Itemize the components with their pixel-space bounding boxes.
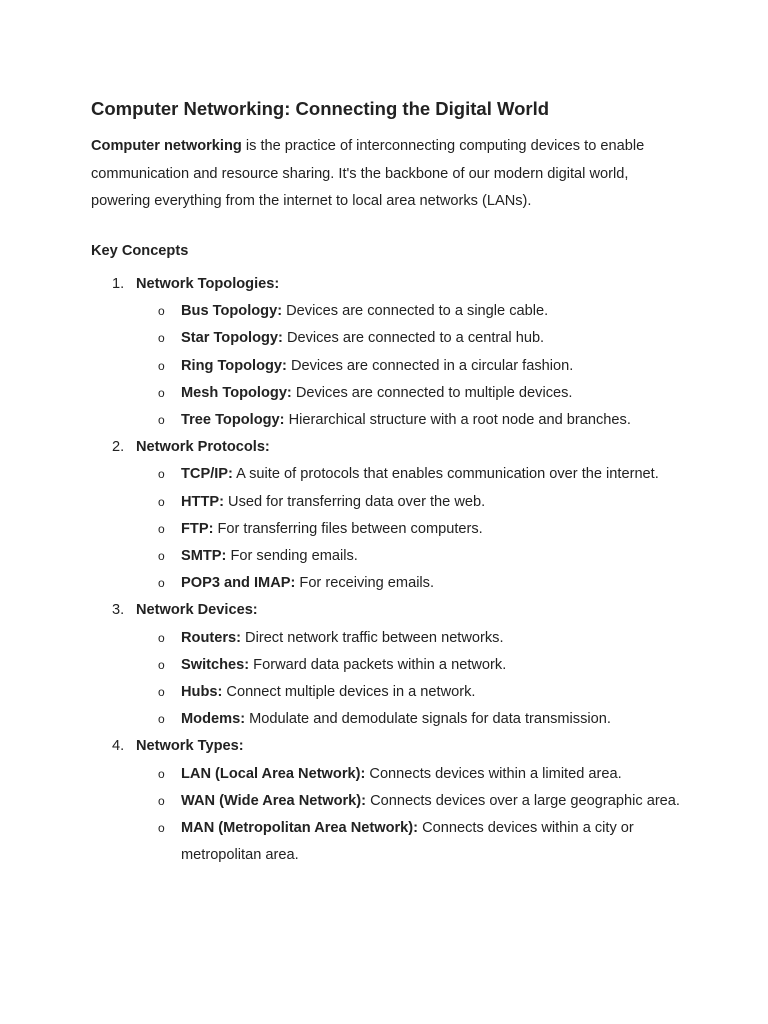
list-item-term: Star Topology: [181,330,283,347]
key-concepts-list [91,271,711,869]
section-heading-key-concepts: Key Concepts [91,243,189,259]
hollow-bullet-icon: o [158,413,165,428]
list-item-term: POP3 and IMAP: [181,575,296,592]
list-item-term: SMTP: [181,548,227,565]
list-item-description: Modulate and demodulate signals for data transmission. [245,711,611,728]
list-item-term: Tree Topology: [181,412,285,429]
list-item-term: FTP: [181,520,214,537]
concept-subitems-list [136,761,711,870]
list-item-term: MAN (Metropolitan Area Network): [181,820,419,837]
hollow-bullet-icon: o [158,549,165,564]
intro-paragraph [91,133,691,216]
list-item-term: WAN (Wide Area Network): [181,792,367,809]
hollow-bullet-icon: o [158,821,165,836]
list-item-term: Switches: [181,656,250,673]
concept-number: 1. [112,276,125,292]
list-item [136,652,681,679]
concept-title: Network Protocols: [136,439,270,456]
hollow-bullet-icon: o [158,358,165,373]
list-item [136,516,681,543]
list-item [136,380,681,407]
concept-title: Network Devices: [136,602,258,619]
concept-number: 3. [112,602,125,619]
list-item-description: Used for transferring data over the web. [223,493,486,510]
list-item-description: Devices are connected to a single cable. [282,303,549,320]
concept-subitems-list [136,625,711,734]
list-item-term: HTTP: [181,493,224,510]
list-item [136,679,681,706]
hollow-bullet-icon: o [158,494,165,509]
list-item-description: Hierarchical structure with a root node and branches. [284,412,631,429]
concept-subitems-list [136,461,711,597]
intro-lead-term: Computer networking [91,138,242,154]
list-item [136,353,681,380]
list-item-term: Mesh Topology: [181,384,292,401]
hollow-bullet-icon: o [158,304,165,319]
list-item [136,298,681,325]
list-item-description: For sending emails. [226,548,358,565]
hollow-bullet-icon: o [158,793,165,808]
list-item-term: Ring Topology: [181,357,287,374]
hollow-bullet-icon: o [158,630,165,645]
hollow-bullet-icon: o [158,467,165,482]
list-item [136,788,681,815]
list-item-description: Devices are connected to multiple devices. [291,384,573,401]
concept-number: 4. [112,738,125,755]
intro-text: is the practice of interconnecting computing devices to enable communication and resource sharing. It's the backbone of our modern digital world, powering everything from the internet to local area networks (LANs). [91,138,645,209]
list-item-description: Devices are connected in a circular fashion. [286,357,574,374]
list-item [136,706,681,733]
list-item-description: Devices are connected to a central hub. [282,330,545,347]
list-item-term: LAN (Local Area Network): [181,765,366,782]
hollow-bullet-icon: o [158,657,165,672]
concept-item [91,733,711,869]
list-item-description: For receiving emails. [295,575,435,592]
list-item-description: Connect multiple devices in a network. [222,684,476,701]
list-item [136,570,681,597]
concept-item [91,271,711,434]
concept-subitems-list [136,298,711,434]
list-item-term: Hubs: [181,684,223,701]
hollow-bullet-icon: o [158,766,165,781]
concept-item [91,597,711,733]
hollow-bullet-icon: o [158,576,165,591]
list-item-description: For transferring files between computers. [213,520,483,537]
list-item-term: TCP/IP: [181,466,233,483]
list-item-description: Forward data packets within a network. [249,656,507,673]
hollow-bullet-icon: o [158,385,165,400]
list-item [136,325,681,352]
list-item-description: Connects devices within a city or metropolitan area. [181,820,634,864]
list-item [136,815,681,869]
hollow-bullet-icon: o [158,521,165,536]
list-item-description: Connects devices within a limited area. [365,765,622,782]
document-title: Computer Networking: Connecting the Digital World [91,98,550,119]
hollow-bullet-icon: o [158,331,165,346]
list-item-term: Modems: [181,711,246,728]
hollow-bullet-icon: o [158,712,165,727]
list-item-description: A suite of protocols that enables communication over the internet. [232,466,659,483]
concept-title: Network Types: [136,738,244,755]
list-item [136,461,681,488]
concept-item [91,434,711,597]
concept-title: Network Topologies: [136,276,280,292]
list-item-description: Direct network traffic between networks. [241,629,504,646]
list-item-term: Bus Topology: [181,303,283,320]
list-item [136,489,681,516]
hollow-bullet-icon: o [158,685,165,700]
list-item [136,407,681,434]
concept-number: 2. [112,439,125,456]
list-item-term: Routers: [181,629,241,646]
list-item [136,761,681,788]
list-item [136,543,681,570]
list-item-description: Connects devices over a large geographic area. [366,792,680,809]
list-item [136,625,681,652]
